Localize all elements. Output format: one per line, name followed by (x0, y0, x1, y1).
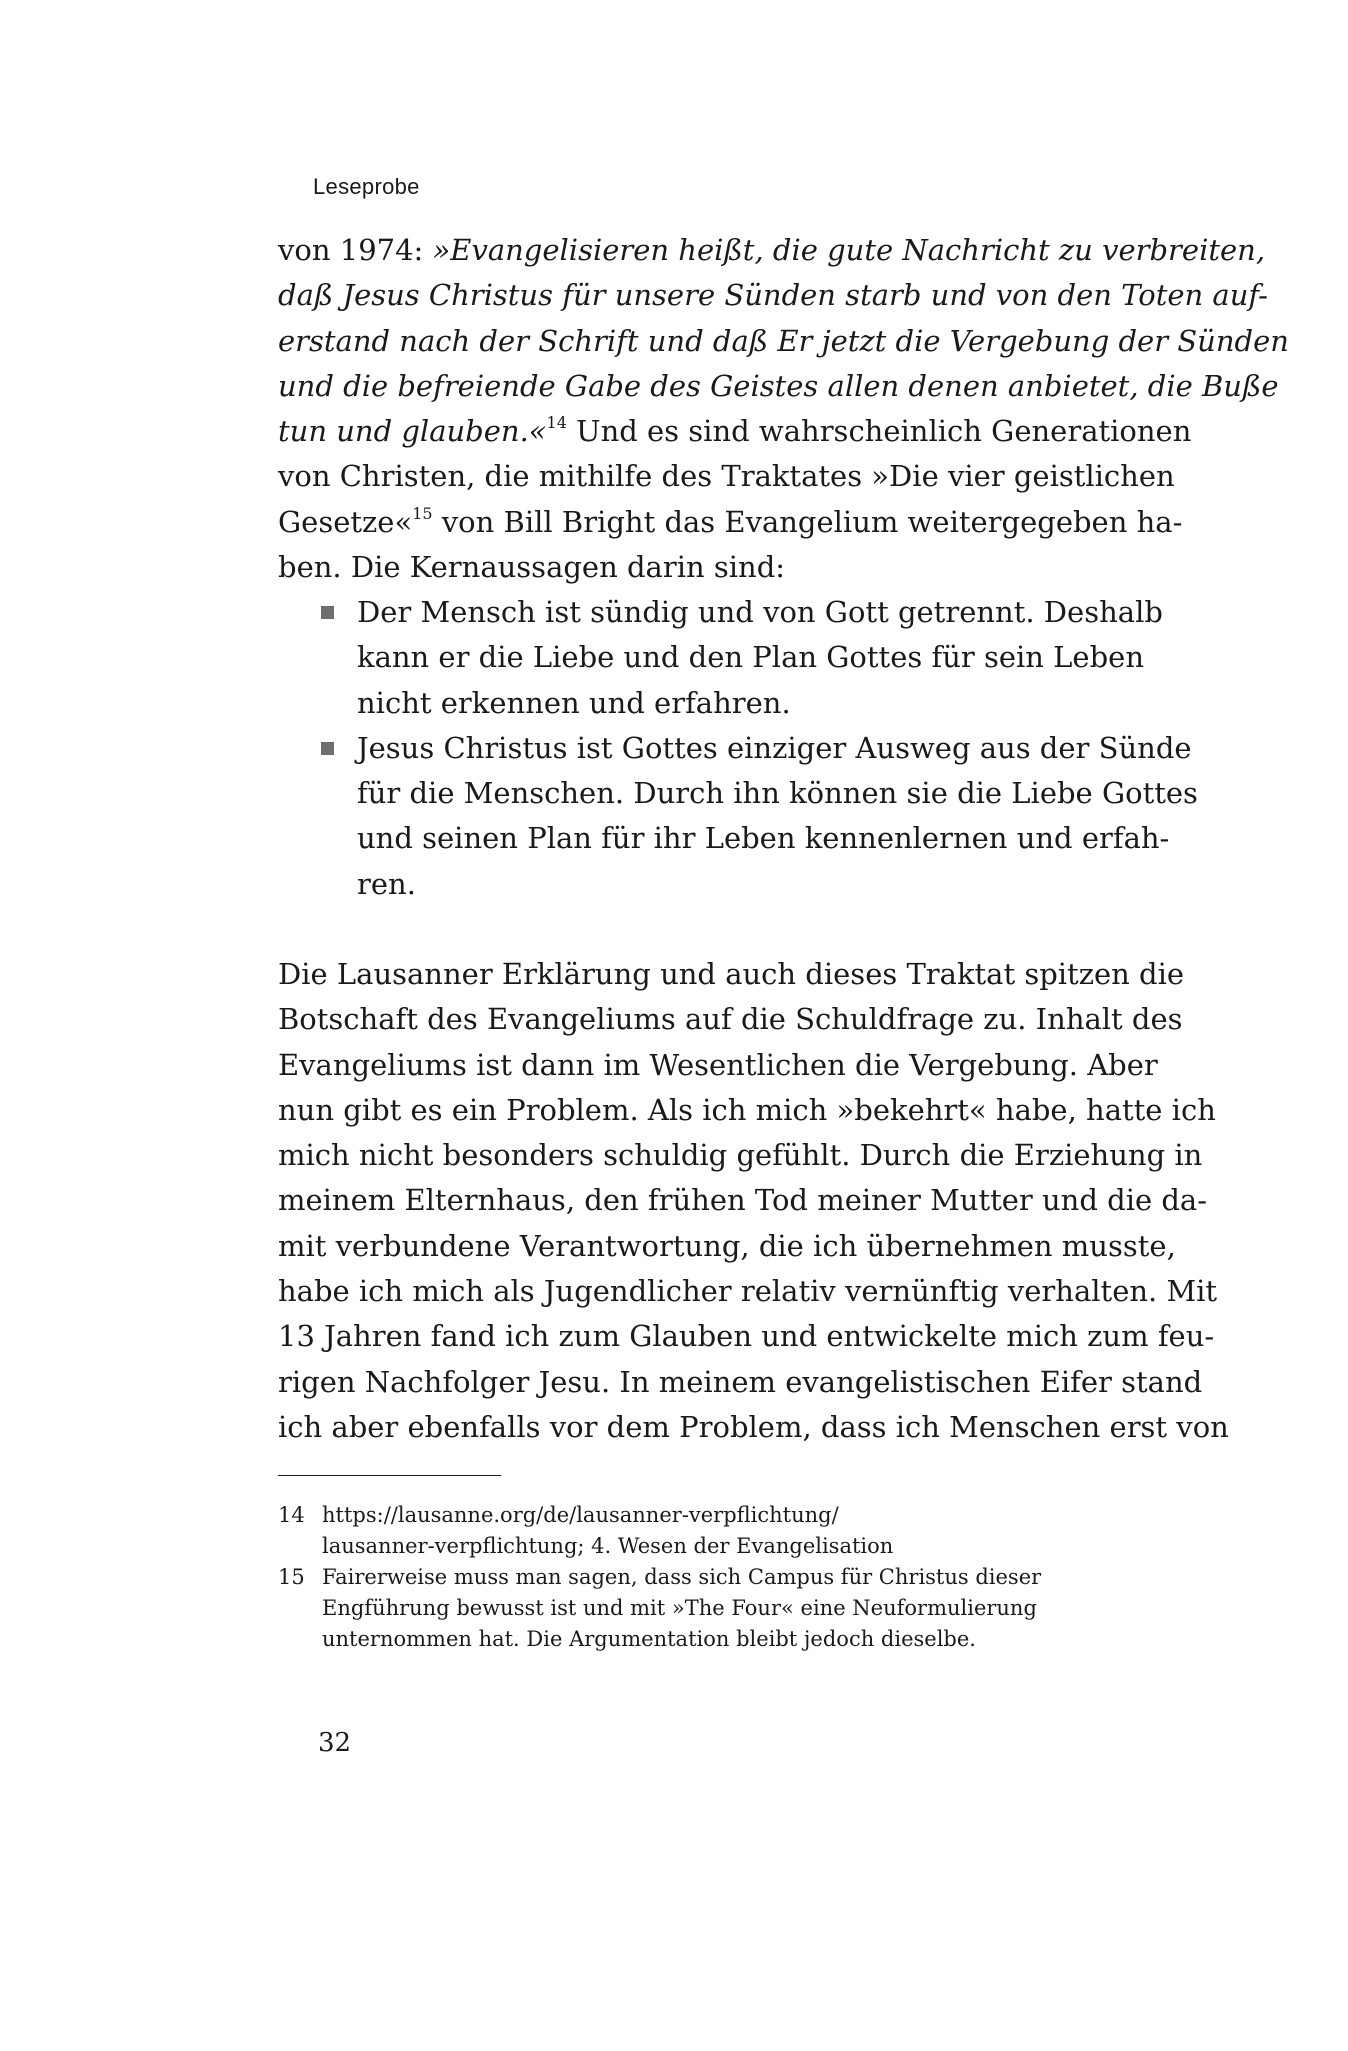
quote-text: tun und glauben.« (278, 414, 547, 449)
text-line: und seinen Plan für ihr Leben kennenlernen und erfah- (357, 821, 1170, 856)
text-line: ben. Die Kernaussagen darin sind: (278, 550, 786, 585)
text-line: 13 Jahren fand ich zum Glauben und entwickelte mich zum feu- (278, 1319, 1215, 1354)
square-bullet-icon (321, 606, 334, 619)
text-line (278, 228, 1266, 273)
text-line: Botschaft des Evangeliums auf die Schuldfrage zu. Inhalt des (278, 1002, 1183, 1037)
text-line (278, 409, 1192, 454)
text-line: mich nicht besonders schuldig gefühlt. Durch die Erziehung in (278, 1138, 1203, 1173)
text-span: von 1974: (278, 233, 433, 267)
text-line: Evangeliums ist dann im Wesentlichen die Vergebung. Aber (278, 1047, 1158, 1082)
text-line: ren. (357, 866, 416, 901)
footnote-ref-15[interactable]: 15 (412, 503, 433, 523)
footnote-divider (278, 1475, 501, 1476)
footnote-link[interactable]: https://lausanne.org/de/lausanner-verpflichtung/ (322, 1503, 839, 1527)
text-line: nun gibt es ein Problem. Als ich mich »bekehrt« habe, hatte ich (278, 1092, 1216, 1127)
text-span: von Bill Bright das Evangelium weitergegeben ha- (432, 504, 1183, 539)
quote-paragraph (278, 228, 1289, 590)
footnote-ref-14[interactable]: 14 (546, 413, 567, 433)
page-number: 32 (318, 1728, 352, 1758)
footnote-14 (278, 1500, 1138, 1562)
bullet-item (321, 590, 1163, 726)
text-line (278, 500, 1183, 545)
footnote-number: 14 (278, 1503, 305, 1527)
text-line: mit verbundene Verantwortung, die ich übernehmen musste, (278, 1228, 1176, 1263)
bullet-item (321, 726, 1198, 907)
quote-text: »Evangelisieren heißt, die gute Nachricht zu verbreiten, (432, 233, 1266, 267)
text-span: Und es sind wahrscheinlich Generationen (566, 414, 1192, 449)
page-header-label: Leseprobe (313, 174, 420, 199)
text-line: Die Lausanner Erklärung und auch dieses Traktat spitzen die (278, 957, 1185, 991)
text-line: ich aber ebenfalls vor dem Problem, dass ich Menschen erst von (278, 1409, 1229, 1444)
footnotes (278, 1500, 1138, 1655)
footnote-text: Fairerweise muss man sagen, dass sich Campus für Christus dieser (322, 1565, 1042, 1589)
text-line: rigen Nachfolger Jesu. In meinem evangelistischen Eifer stand (278, 1364, 1203, 1399)
footnote-text: unternommen hat. Die Argumentation bleibt jedoch dieselbe. (322, 1627, 976, 1651)
text-line: habe ich mich als Jugendlicher relativ vernünftig verhalten. Mit (278, 1274, 1218, 1309)
bullet-list (321, 590, 1198, 907)
footnote-link-continued: lausanner-verpflichtung; 4. Wesen der Evangelisation (322, 1534, 894, 1558)
text-line: meinem Elternhaus, den frühen Tod meiner Mutter und die da- (278, 1183, 1208, 1218)
quote-line: und die befreiende Gabe des Geistes allen denen anbietet, die Buße (278, 368, 1279, 403)
footnote-text: Engführung bewusst ist und mit »The Four« eine Neuformulierung (322, 1596, 1037, 1620)
text-line: nicht erkennen und erfahren. (357, 685, 791, 720)
body-paragraph (278, 952, 1229, 1450)
square-bullet-icon (321, 742, 334, 755)
text-line: für die Menschen. Durch ihn können sie die Liebe Gottes (357, 776, 1198, 811)
quote-line: erstand nach der Schrift und daß Er jetzt die Vergebung der Sünden (278, 323, 1289, 358)
text-line: Jesus Christus ist Gottes einziger Ausweg aus der Sünde (357, 730, 1192, 765)
footnote-15 (278, 1562, 1138, 1655)
text-line: kann er die Liebe und den Plan Gottes für sein Leben (357, 640, 1144, 675)
text-span: Gesetze« (278, 504, 413, 539)
footnote-number: 15 (278, 1565, 305, 1589)
text-line: von Christen, die mithilfe des Traktates »Die vier geistlichen (278, 459, 1175, 494)
text-line: Der Mensch ist sündig und von Gott getrennt. Deshalb (357, 595, 1163, 629)
quote-line: daß Jesus Christus für unsere Sünden starb und von den Toten auf- (278, 278, 1268, 313)
